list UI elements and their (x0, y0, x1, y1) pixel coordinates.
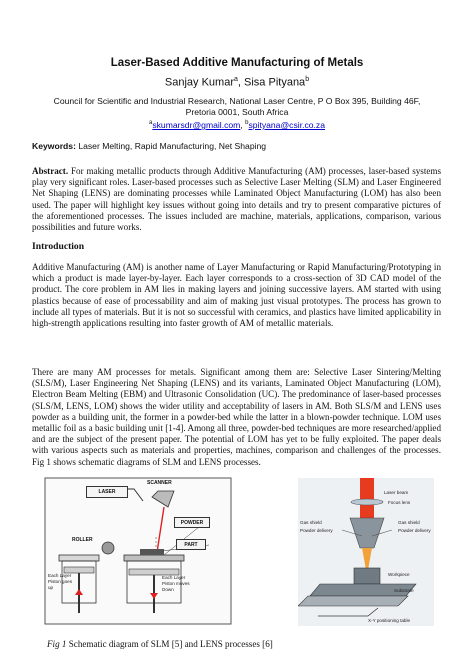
author-name: Sanjay Kumar (164, 76, 234, 89)
abstract-label: Abstract. (32, 166, 69, 176)
lens-xy-table-label: X-Y positioning table (368, 618, 411, 623)
keywords-text: Laser Melting, Rapid Manufacturing, Net Shaping (78, 141, 267, 151)
slm-drawing (44, 477, 234, 627)
lens-powder-delivery-left-label: Powder delivery (300, 528, 333, 533)
caption-label: Fig 1 (47, 639, 67, 649)
email-link[interactable]: skumarsdr@gmail.com (152, 119, 241, 130)
figure-1 (44, 477, 434, 627)
figure-caption (47, 639, 273, 649)
lens-drawing (298, 478, 434, 626)
lens-gas-shield-left-label: Gas shield (300, 520, 322, 525)
section-heading: Introduction (32, 241, 85, 252)
email-link[interactable]: spityana@csir.co.za (248, 119, 326, 130)
emails (40, 118, 434, 131)
author-sup: a (234, 76, 238, 83)
lens-laser-beam-label: Laser beam (384, 490, 409, 495)
intro-paragraph: Additive Manufacturing (AM) is another name of Layer Manufacturing or Rapid Manufacturing/Prototyping in which a product is made layer-by-layer. Each layer corresponds to a cross-section of 3D CAD model of the product. The core problem in AM lies in making layers and joining successive layers. AM started with using plastics because of ease of processability and aim of making just visual prototypes. The process has grown to include all types of materials. But it is not so successful with ceramics, and plastics have limited applicability in high-strength applications resulting into faster growth of AM of metallic materials. (32, 262, 441, 329)
slm-diagram (44, 477, 234, 627)
email-sup: a (148, 120, 153, 126)
author-name: Sisa Pityana (244, 76, 306, 89)
affiliation-line: Pretoria 0001, South Africa (185, 107, 289, 117)
caption-text: Schematic diagram of SLM [5] and LENS processes [6] (66, 639, 273, 649)
lens-powder-delivery-right-label: Powder delivery (398, 528, 431, 533)
intro-paragraph: There are many AM processes for metals. Significant among them are: Selective Laser Sintering/Melting (SLS/M), Laser Engineering Net Shaping (LENS) and its variants, Laminated Object Manufacturing (LOM), Electron Beam Melting (EBM) and Ultrasonic Consolidation (UC). The predominance of laser-based processes (SLS/M, LENS, LOM) shows the wider utility and acceptability of lasers in AM. Both SLS/M and LENS uses powder as a building unit, the former in a powder-bed while the latter in a blown-powder technique. LOM uses metallic foil as a basic building unit [1-4]. Among all three, powder-bed techniques are more researched/applied and are the subject of the present paper. The potential of LOM has yet to be fully exploited. The paper deals with various aspects such as materials and properties, machines, comparison and challenges of the processes. Fig 1 shows schematic diagrams of SLM and LENS processes. (32, 367, 441, 467)
slm-powder-box: POWDER (174, 517, 210, 528)
email-sup: b (245, 120, 249, 126)
lens-gas-shield-right-label: Gas shield (398, 520, 420, 525)
author-separator: , (237, 76, 245, 89)
lens-workpiece-label: Workpiece (388, 572, 410, 577)
email-separator: , (240, 119, 246, 130)
slm-laser-box: LASER (86, 486, 128, 498)
lens-diagram (298, 478, 434, 626)
lens-focus-lens-label: Focus lens (388, 500, 411, 505)
slm-right-piston-label: Each Layer Piston moves Down (162, 575, 190, 592)
abstract-text: For making metallic products through Additive Manufacturing (AM) processes, laser-based systems play very significant roles. Laser-based processes such as Selective Laser Melting (SLM) and Laser Engineered Net Shaping (LENS) are dominating processes while Laminated Object Manufacturing (LOM) has also been used. The paper will highlight key issues without going into details and try to present comparative pictures of the aforementioned processes. The issues included are machine, materials, applications, comparison, various possibilities and future works. (32, 166, 441, 233)
author-sup: b (305, 76, 310, 83)
affiliation-line: Council for Scientific and Industrial Research, National Laser Centre, P O Box 395, Building 46F, (53, 96, 421, 106)
abstract (32, 166, 441, 233)
affiliation (40, 96, 434, 131)
keywords-label: Keywords: (32, 141, 76, 151)
lens-substrate-label: Substrate (394, 588, 414, 593)
keywords (32, 141, 266, 151)
paper-title: Laser-Based Additive Manufacturing of Metals (110, 57, 364, 69)
slm-part-box: PART (176, 539, 206, 550)
slm-scanner-label: SCANNER (147, 480, 172, 486)
slm-left-piston-label: Each Layer Piston goes up (48, 573, 73, 590)
authors (0, 76, 474, 89)
slm-roller-label: ROLLER (72, 537, 93, 543)
